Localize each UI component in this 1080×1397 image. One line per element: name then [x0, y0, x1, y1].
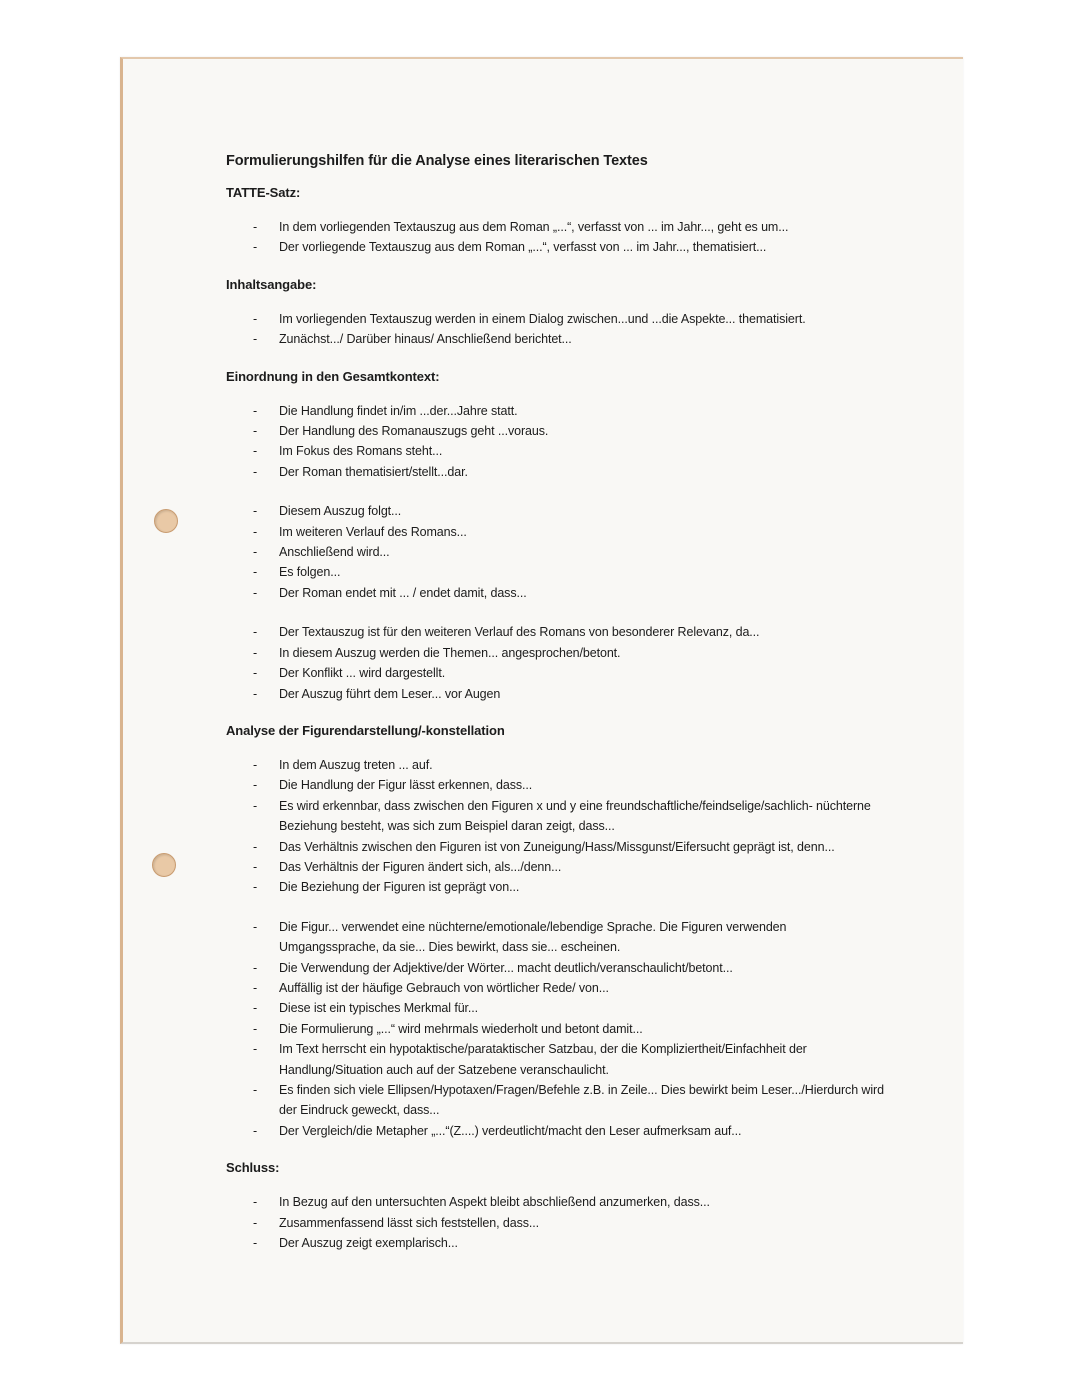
bullet-list — [226, 622, 886, 704]
section-heading: Analyse der Figurendarstellung/-konstellation — [226, 722, 505, 738]
list-item: - Der Roman endet mit ... / endet damit, dass... — [279, 583, 886, 603]
section-heading: Inhaltsangabe: — [226, 276, 317, 292]
document-title: Formulierungshilfen für die Analyse eines literarischen Textes — [226, 153, 648, 169]
sections-container — [226, 185, 886, 1272]
list-item: - Anschließend wird... — [279, 542, 886, 562]
list-item: - Der vorliegende Textauszug aus dem Roman „...“, verfasst von ... im Jahr..., thematisiert... — [279, 237, 886, 257]
section-heading: Einordnung in den Gesamtkontext: — [226, 368, 440, 384]
list-item: - Die Verwendung der Adjektive/der Wörter... macht deutlich/veranschaulicht/betont... — [279, 958, 886, 978]
section — [226, 723, 886, 1160]
list-item: - Im Text herrscht ein hypotaktische/parataktischer Satzbau, der die Kompliziertheit/Einfachheit der Handlung/Situation auch auf der Satzebene veranschaulicht. — [279, 1039, 886, 1080]
list-item: - Das Verhältnis zwischen den Figuren ist von Zuneigung/Hass/Missgunst/Eifersucht geprägt ist, denn... — [279, 837, 886, 857]
list-item: - Diesem Auszug folgt... — [279, 501, 886, 521]
section — [226, 277, 886, 369]
list-item: - Der Textauszug ist für den weiteren Verlauf des Romans von besonderer Relevanz, da... — [279, 622, 886, 642]
list-item: - Der Auszug zeigt exemplarisch... — [279, 1233, 886, 1253]
list-item: - Im vorliegenden Textauszug werden in einem Dialog zwischen...und ...die Aspekte... thematisiert. — [279, 309, 886, 329]
section — [226, 1160, 886, 1272]
list-item: - Diese ist ein typisches Merkmal für... — [279, 998, 886, 1018]
list-item: - Der Auszug führt dem Leser... vor Augen — [279, 684, 886, 704]
section-heading: TATTE-Satz: — [226, 185, 301, 200]
list-item: - Im Fokus des Romans steht... — [279, 441, 886, 461]
list-item: - Der Konflikt ... wird dargestellt. — [279, 663, 886, 683]
list-item: - Es wird erkennbar, dass zwischen den Figuren x und y eine freundschaftliche/feindselige/sachlich- nüchterne Beziehung besteht, was sich zum Beispiel daran zeigt, dass... — [279, 796, 886, 837]
bullet-list — [226, 917, 886, 1141]
section-heading: Schluss: — [226, 1160, 280, 1176]
document-body — [226, 153, 886, 1272]
list-item: - Die Figur... verwendet eine nüchterne/emotionale/lebendige Sprache. Die Figuren verwenden Umgangssprache, da sie... Dies bewirkt, dass sie... escheinen. — [279, 917, 886, 958]
list-item: - Der Handlung des Romanauszugs geht ...voraus. — [279, 421, 886, 441]
bullet-list — [226, 1192, 886, 1253]
list-item: - Es folgen... — [279, 562, 886, 582]
list-item: - Die Handlung der Figur lässt erkennen, dass... — [279, 775, 886, 795]
section — [226, 369, 886, 723]
list-item: - Im weiteren Verlauf des Romans... — [279, 522, 886, 542]
list-item: - In dem Auszug treten ... auf. — [279, 755, 886, 775]
list-item: - Es finden sich viele Ellipsen/Hypotaxen/Fragen/Befehle z.B. in Zeile... Dies bewirkt beim Leser.../Hierdurch wird der Eindruck geweckt, dass... — [279, 1080, 886, 1121]
list-item: - Zunächst.../ Darüber hinaus/ Anschließend berichtet... — [279, 329, 886, 349]
punch-hole-top — [154, 509, 178, 533]
bullet-list — [226, 309, 886, 350]
list-item: - In diesem Auszug werden die Themen... angesprochen/betont. — [279, 643, 886, 663]
bullet-list — [226, 217, 886, 258]
list-item: - Die Handlung findet in/im ...der...Jahre statt. — [279, 401, 886, 421]
bullet-list — [226, 401, 886, 483]
list-item: - Der Vergleich/die Metapher „...“(Z....) verdeutlicht/macht den Leser aufmerksam auf... — [279, 1121, 886, 1141]
list-item: - Auffällig ist der häufige Gebrauch von wörtlicher Rede/ von... — [279, 978, 886, 998]
list-item: - Das Verhältnis der Figuren ändert sich, als.../denn... — [279, 857, 886, 877]
bullet-list — [226, 501, 886, 603]
list-item: - Die Beziehung der Figuren ist geprägt von... — [279, 877, 886, 897]
list-item: - Der Roman thematisiert/stellt...dar. — [279, 462, 886, 482]
section — [226, 185, 886, 277]
list-item: - Zusammenfassend lässt sich feststellen, dass... — [279, 1213, 886, 1233]
list-item: - Die Formulierung „...“ wird mehrmals wiederholt und betont damit... — [279, 1019, 886, 1039]
list-item: - In dem vorliegenden Textauszug aus dem Roman „...“, verfasst von ... im Jahr..., geht es um... — [279, 217, 886, 237]
bullet-list — [226, 755, 886, 898]
punch-hole-bottom — [152, 853, 176, 877]
list-item: - In Bezug auf den untersuchten Aspekt bleibt abschließend anzumerken, dass... — [279, 1192, 886, 1212]
